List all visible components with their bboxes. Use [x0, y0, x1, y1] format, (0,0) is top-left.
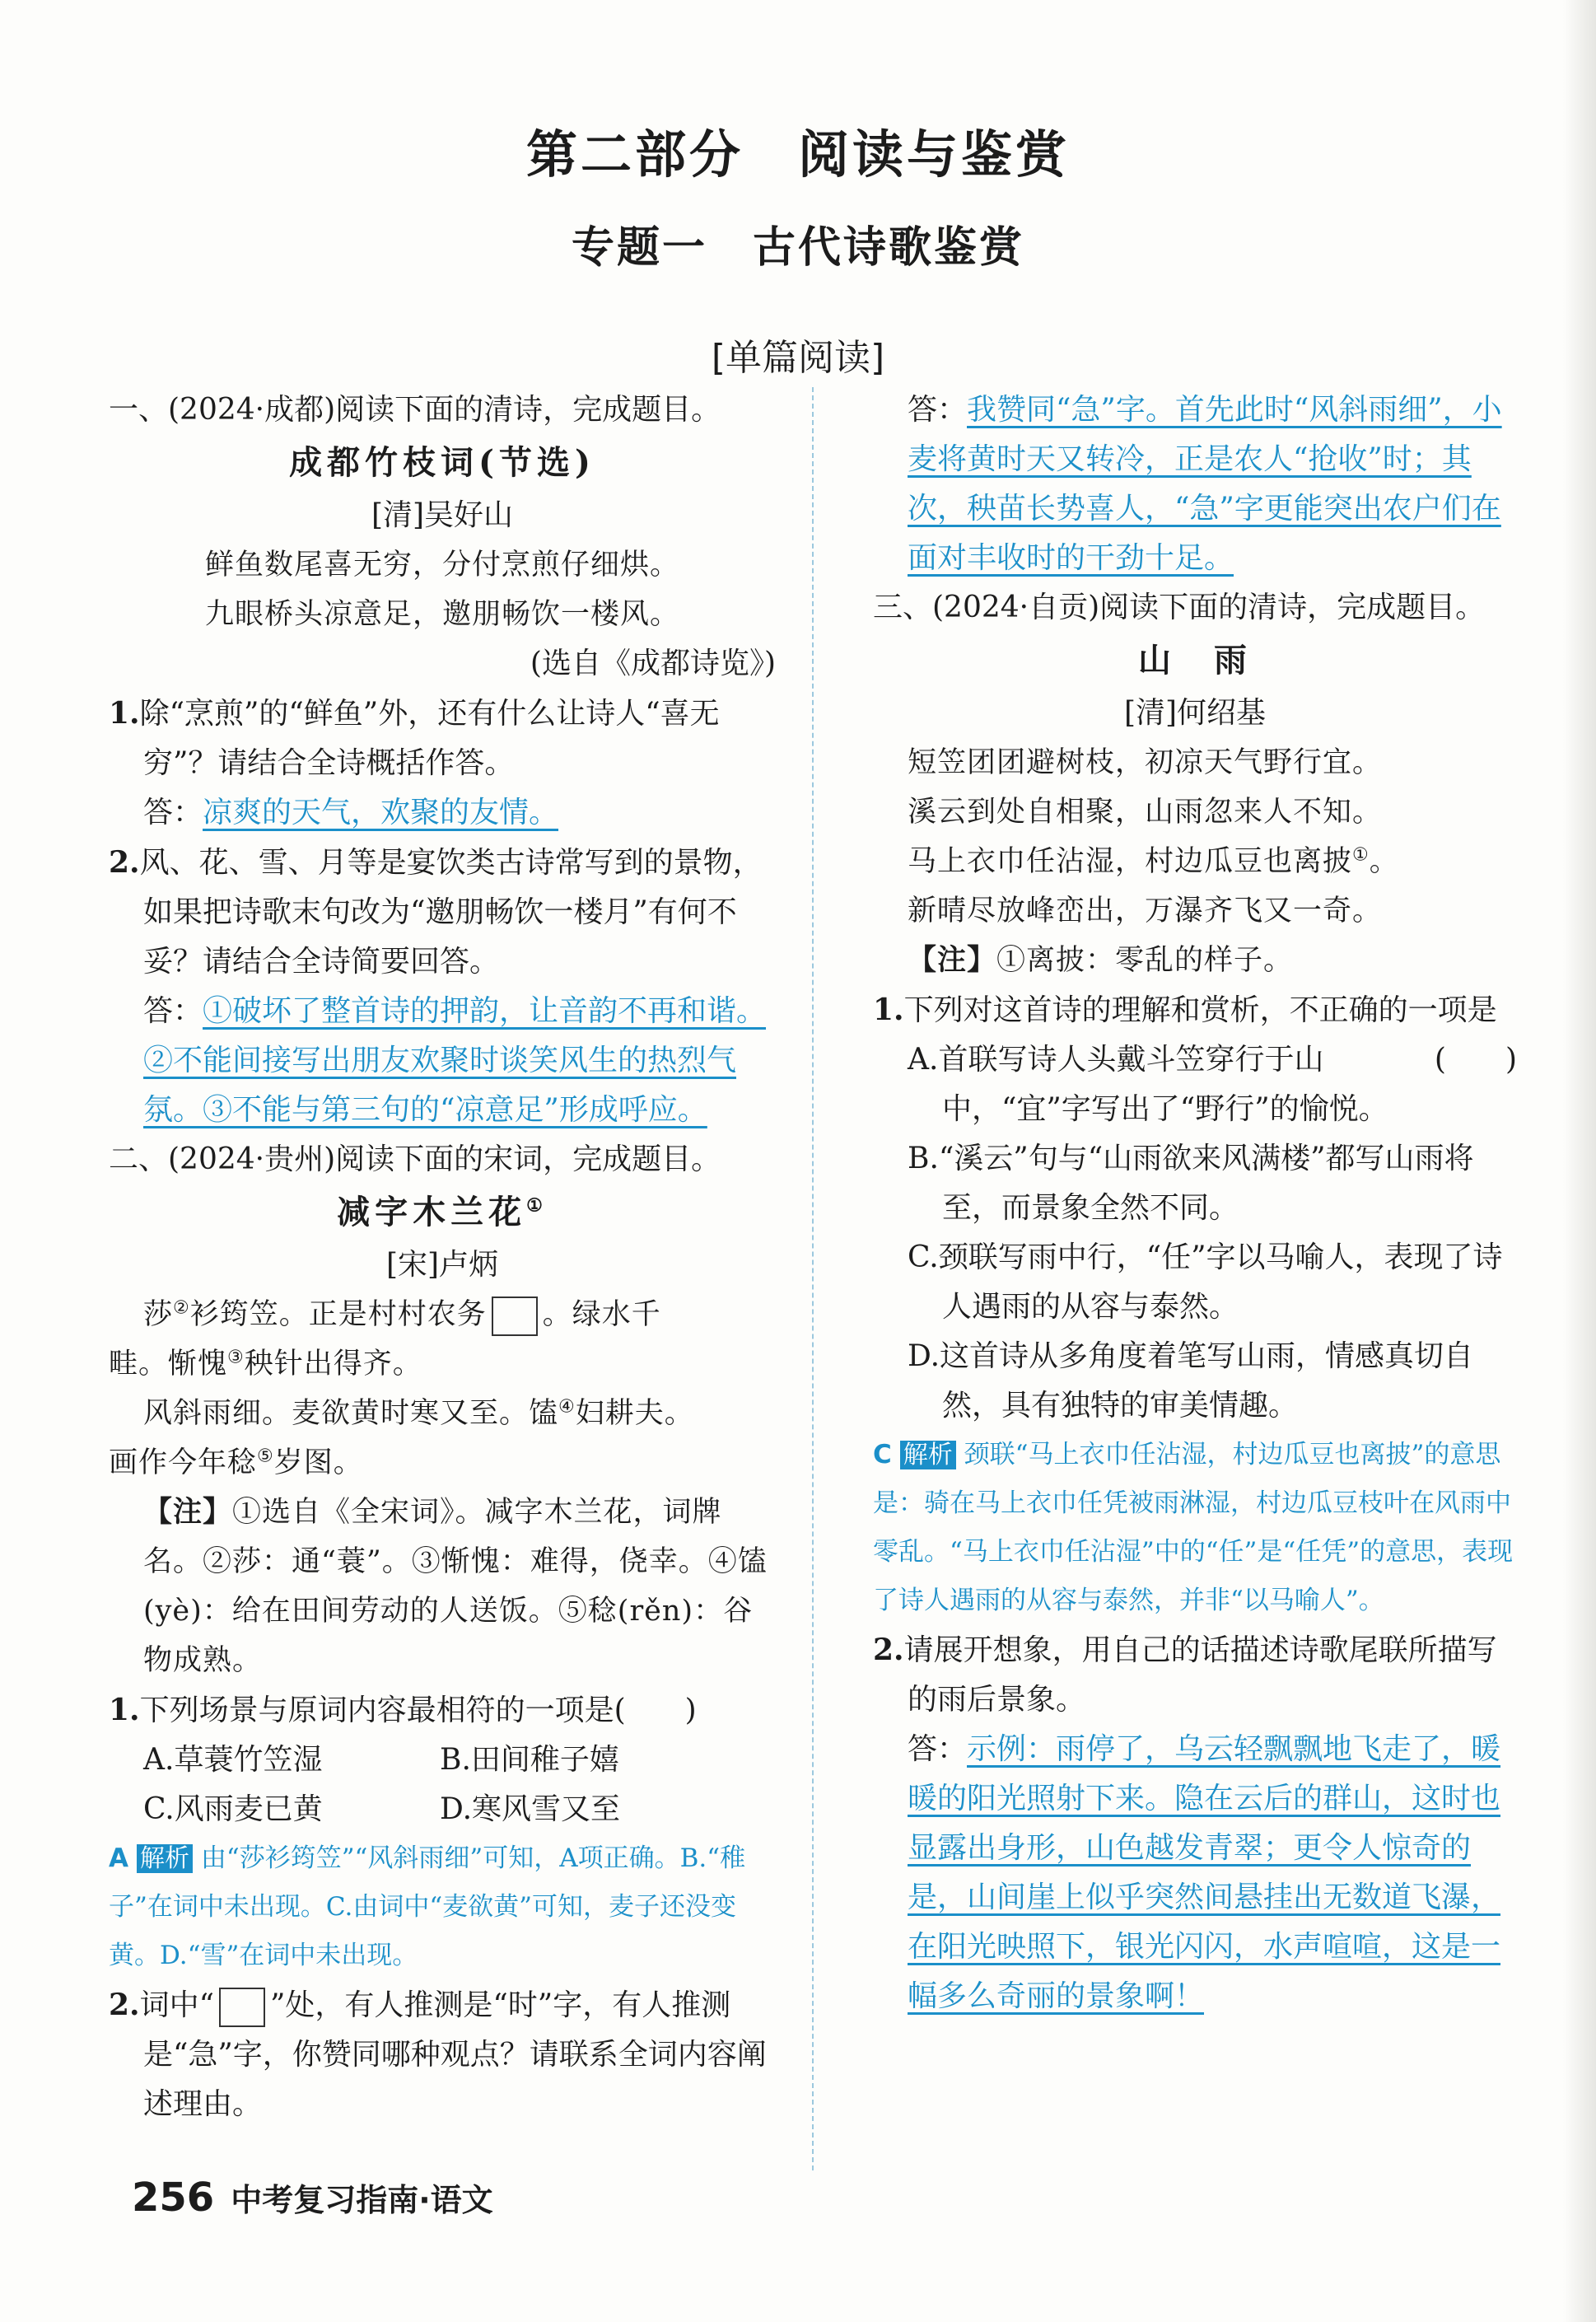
q3-item-2 [873, 1625, 1517, 1725]
q1-poem-line-2: 九眼桥头凉意足，邀朋畅饮一楼风。 [204, 598, 679, 631]
option-a: A.草蓑竹笠湿 [143, 1743, 323, 1777]
question-text: ”处，有人推测是“时”字，有人推测是“急”字，你赞同哪种观点？请联系全词内容阐述理由。 [143, 1988, 767, 2121]
footnote-marker: ② [173, 1297, 190, 1319]
q2-note [109, 1488, 776, 1685]
q2-item-2-answer [873, 385, 1517, 583]
answer-label: 答： [908, 393, 968, 427]
answer-text: 示例：雨停了，乌云轻飘飘地飞走了，暖暖的阳光照射下来。隐在云后的群山，这时也显露出身形，山色越发青翠；更令人惊奇的是，山间崖上似乎突然间悬挂出无数道飞瀑，在阳光映照下，银光闪闪，水声喧喧，这是一幅多么奇丽的景象啊！ [908, 1732, 1501, 2013]
poem-text: 莎 [143, 1298, 174, 1331]
answer-text: ①破坏了整首诗的押韵，让音韵不再和谐。②不能间接写出朋友欢聚时谈笑风生的热烈气氛。③不能与第三句的“凉意足”形成呼应。 [143, 994, 767, 1127]
q3-poem-line-3 [873, 837, 1517, 886]
q2-poem-line-4 [109, 1438, 776, 1488]
footnote-marker: ① [526, 1194, 548, 1217]
page-number: 256 [132, 2175, 215, 2221]
question-text: 词中“ [139, 1988, 214, 2022]
book-title: 中考复习指南·语文 [231, 2182, 493, 2218]
footnote-marker: ④ [558, 1396, 576, 1418]
question-text: 下列场景与原词内容最相符的一项是( ) [139, 1694, 697, 1727]
footnote-marker: ① [1352, 844, 1370, 866]
q1-item-1 [109, 689, 776, 788]
q3-poem-line-1: 短笠团团避树枝，初凉天气野行宜。 [908, 746, 1383, 779]
question-text: 下列对这首诗的理解和赏析，不正确的一项是 [903, 993, 1497, 1027]
section-label: [单篇阅读] [711, 337, 885, 379]
blank-box [492, 1296, 538, 1336]
q1-item-2 [109, 838, 776, 987]
question-text: 除“烹煎”的“鲜鱼”外，还有什么让诗人“喜无穷”？请结合全诗概括作答。 [139, 697, 720, 780]
q2-poem-line-3 [109, 1389, 776, 1438]
q3-note [873, 936, 1517, 985]
q3-option-a: A.首联写诗人头戴斗笠穿行于山中，“宜”字写出了“野行”的愉悦。 [908, 1043, 1388, 1126]
poem-text: 秧针出得齐。 [244, 1348, 422, 1381]
item-number: 1. [109, 1693, 140, 1727]
q2-poem-line-1 [109, 1290, 776, 1339]
poem-text: 畦。惭愧 [109, 1348, 228, 1381]
q3-poem-title: 山 雨 [1138, 641, 1252, 680]
q2-author: [宋]卢炳 [385, 1248, 499, 1282]
topic-title: 专题一 古代诗歌鉴赏 [571, 222, 1024, 273]
option-b: B.田间稚子嬉 [440, 1743, 619, 1777]
option-d: D.寒风雪又至 [440, 1792, 621, 1826]
q3-item-2-answer [873, 1725, 1517, 2021]
column-divider [812, 387, 814, 2170]
footnote-marker: ⑤ [257, 1446, 274, 1467]
q2-poem-title [109, 1188, 776, 1237]
q1-source: (选自《成都诗览》) [530, 647, 776, 680]
part-title: 第二部分 阅读与鉴赏 [525, 124, 1070, 185]
q1-intro: 一、(2024·成都)阅读下面的清诗，完成题目。 [109, 393, 721, 427]
q3-option-b: B.“溪云”句与“山雨欲来风满楼”都写山雨将至，而景象全然不同。 [908, 1142, 1474, 1225]
answer-key: C [873, 1440, 892, 1469]
q1-item-2-answer [109, 987, 776, 1135]
q3-option-d: D.这首诗从多角度着笔写山雨，情感真切自然，具有独特的审美情趣。 [908, 1339, 1474, 1423]
q2-options-row-2 [109, 1785, 776, 1834]
answer-text: 凉爽的天气，欢聚的友情。 [203, 796, 559, 829]
q3-author: [清]何绍基 [1123, 696, 1267, 730]
item-number: 1. [109, 696, 140, 731]
answer-key: A [109, 1843, 128, 1873]
poem-text: 画作今年稔 [109, 1446, 258, 1479]
analysis-tag: 解析 [137, 1844, 193, 1873]
solution-text: 颈联“马上衣巾任沾湿，村边瓜豆也离披”的意思是：骑在马上衣巾任凭被雨淋湿，村边瓜豆枝叶在风雨中零乱。“马上衣巾任沾湿”中的“任”是“任凭”的意思，表现了诗人遇雨的从容与泰然，并非“以马喻人”。 [873, 1440, 1514, 1615]
q3-item-1 [873, 985, 1517, 1077]
note-label: 【注】 [143, 1495, 233, 1529]
poem-text: 风斜雨细。麦欲黄时寒又至。馌 [143, 1397, 559, 1430]
q3-poem-line-2: 溪云到处自相聚，山雨忽来人不知。 [908, 796, 1383, 829]
answer-label: 答： [143, 796, 203, 829]
answer-label: 答： [143, 994, 203, 1028]
analysis-tag: 解析 [900, 1441, 956, 1469]
note-label: 【注】 [908, 943, 997, 977]
q3-intro: 三、(2024·自贡)阅读下面的清诗，完成题目。 [873, 591, 1486, 624]
right-column [873, 385, 1517, 2021]
q1-item-1-answer [109, 788, 776, 838]
poem-text: 马上衣巾任沾湿，村边瓜豆也离披 [908, 845, 1353, 878]
solution-text: 由“莎衫筠笠”“风斜雨细”可知，A项正确。B.“稚子”在词中未出现。C.由词中“麦欲黄”可知，麦子还没变黄。D.“雪”在词中未出现。 [109, 1843, 746, 1970]
question-text: 风、花、雪、月等是宴饮类古诗常写到的景物，如果把诗歌末句改为“邀朋畅饮一楼月”有何不妥？请结合全诗简要回答。 [139, 846, 763, 979]
poem-text: 岁图。 [273, 1446, 363, 1479]
q2-item-2 [109, 1980, 776, 2129]
note-text: ①选自《全宋词》。减字木兰花，词牌名。②莎：通“蓑”。③惭愧：难得，侥幸。④馌(yè)：给在田间劳动的人送饭。⑤稔(rěn)：谷物成熟。 [143, 1496, 768, 1677]
answer-label: 答： [908, 1732, 968, 1766]
poem-text: 。 [1369, 845, 1399, 878]
item-number: 2. [109, 1988, 140, 2022]
q3-poem-line-4: 新晴尽放峰峦出，万瀑齐飞又一奇。 [908, 895, 1383, 927]
footnote-marker: ③ [227, 1347, 245, 1368]
q1-author: [清]吴好山 [371, 498, 514, 532]
q1-poem-line-1: 鲜鱼数尾喜无穷，分付烹煎仔细烘。 [204, 549, 679, 582]
left-column [109, 385, 776, 2129]
q2-poem-title-text: 减字木兰花 [337, 1193, 527, 1231]
blank-box [219, 1988, 265, 2027]
q1-poem-title: 成都竹枝词(节选) [289, 443, 595, 482]
q2-poem-line-2 [109, 1339, 776, 1389]
poem-text: 妇耕夫。 [575, 1397, 694, 1430]
option-c: C.风雨麦已黄 [143, 1792, 323, 1826]
answer-text: 我赞同“急”字。首先此时“风斜雨细”，小麦将黄时天又转冷，正是农人“抢收”时；其次，秧苗长势喜人，“急”字更能突出农户们在面对丰收时的干劲十足。 [908, 393, 1502, 575]
note-text: ①离披：零乱的样子。 [996, 944, 1294, 977]
answer-paren: ( ) [1434, 1043, 1517, 1077]
q2-item-1-solution [109, 1834, 776, 1980]
item-number: 2. [873, 1633, 904, 1667]
q2-options-row-1 [109, 1736, 776, 1785]
page-footer [132, 2175, 493, 2221]
q2-intro: 二、(2024·贵州)阅读下面的宋词，完成题目。 [109, 1142, 721, 1176]
q3-item-1-solution [873, 1431, 1517, 1625]
poem-text: 衫筠笠。正是村村农务 [189, 1298, 487, 1331]
item-number: 2. [109, 845, 140, 880]
q3-option-c: C.颈联写雨中行，“任”字以马喻人，表现了诗人遇雨的从容与泰然。 [908, 1240, 1503, 1324]
poem-text: 。绿水千 [542, 1298, 661, 1331]
item-number: 1. [873, 993, 904, 1027]
question-text: 请展开想象，用自己的话描述诗歌尾联所描写的雨后景象。 [903, 1633, 1497, 1717]
q2-item-1 [109, 1685, 776, 1736]
